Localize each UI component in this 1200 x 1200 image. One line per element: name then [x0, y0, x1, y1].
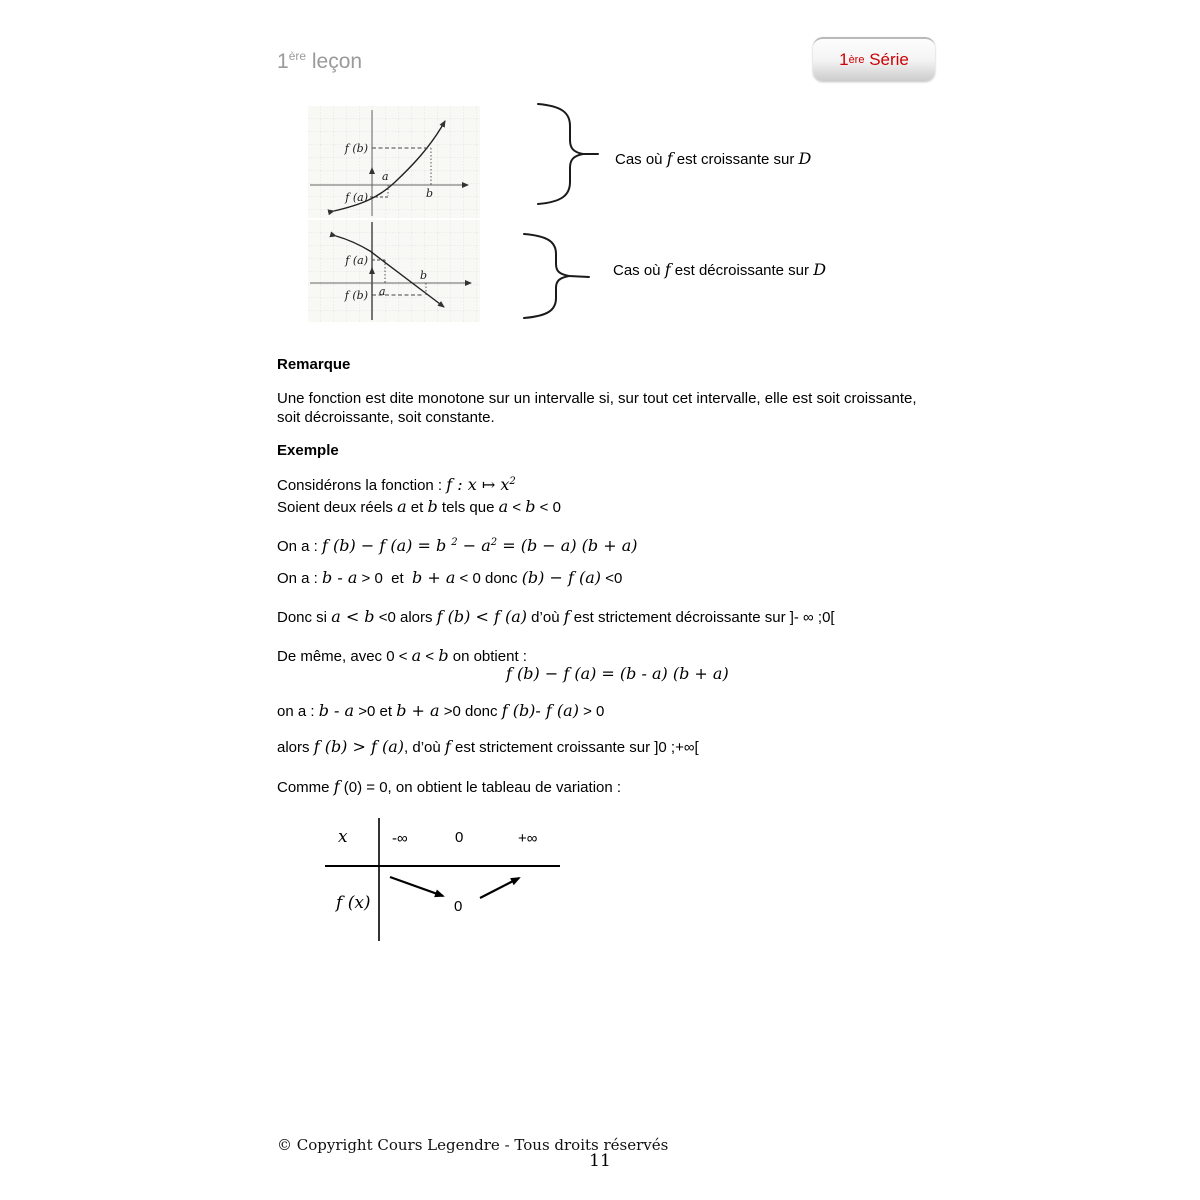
math-line: Considérons la fonction : f : x ↦ $x^2$: [277, 475, 516, 494]
math-line: Comme f (0) = 0, on obtient le tableau de variation :: [277, 777, 622, 796]
decreasing-arrow-icon: [390, 877, 443, 896]
footer-copyright: © Copyright Cours Legendre - Tous droits réservés: [277, 1136, 669, 1154]
b-label: b: [420, 269, 428, 282]
math-line-centered-equation: f (b) − f (a) = (b - a) (b + a): [506, 664, 729, 683]
series-badge: 1 ère Série: [813, 37, 935, 81]
curly-brace-icon: [528, 96, 613, 218]
fa-label: f (a): [345, 191, 368, 204]
exemple-heading: Exemple: [277, 442, 339, 459]
lesson-word: leçon: [306, 50, 363, 73]
math-line: Donc si a < b <0 alors f (b) < f (a) d’où f est strictement décroissante sur ]- ∞ ;0[: [277, 607, 835, 626]
caption-decreasing: Cas où f est décroissante sur D: [613, 260, 827, 279]
variation-table-lines: [315, 815, 585, 947]
math-line: On a : b - a > 0 et b + a < 0 donc (b) − f (a) <0: [277, 568, 623, 587]
fb-label: f (b): [344, 142, 368, 155]
math-line: Soient deux réels a et b tels que a < b < 0: [277, 497, 561, 516]
remarque-paragraph: Une fonction est dite monotone sur un intervalle si, sur tout cet intervalle, elle est soit croissante, soit décroissante, soit constante.: [277, 390, 917, 426]
table-tick-zero: 0: [455, 829, 464, 846]
badge-word: Série: [864, 50, 909, 69]
caption-increasing: Cas où f est croissante sur D: [615, 149, 812, 168]
increasing-arrow-icon: [480, 878, 519, 898]
table-fx-label: f (x): [336, 893, 371, 913]
curly-brace-icon: [512, 228, 607, 323]
b-label: b: [426, 187, 434, 200]
lesson-title: [277, 50, 362, 74]
graph-grid-background: [308, 106, 480, 218]
badge-number: 1: [839, 50, 849, 69]
fb-label: f (b): [344, 289, 368, 302]
graph-grid-background: [308, 220, 480, 322]
decreasing-function-graph: [308, 220, 480, 322]
lesson-number: 1: [277, 50, 289, 73]
math-line: De même, avec 0 < a < b on obtient :: [277, 646, 527, 665]
lesson-ordinal-sup: ère: [288, 49, 307, 63]
remarque-heading: Remarque: [277, 356, 351, 373]
math-line: on a : b - a >0 et b + a >0 donc f (b)- f (a) > 0: [277, 701, 605, 720]
table-tick-pos-infinity: +∞: [518, 830, 538, 847]
a-label: a: [379, 285, 386, 298]
variation-table: [315, 815, 585, 947]
table-x-label: x: [338, 827, 348, 847]
increasing-function-graph: [308, 106, 480, 218]
fa-label: f (a): [345, 254, 368, 267]
math-line: On a : f (b) − f (a) = b $^2 - a^2 = (b - a) (b + a)$: [277, 536, 638, 555]
table-minimum-value: 0: [454, 898, 463, 915]
a-label: a: [382, 170, 389, 183]
table-tick-neg-infinity: -∞: [392, 830, 408, 847]
page-number: 11: [589, 1151, 611, 1171]
math-line: alors f (b) > f (a), d’où f est strictement croissante sur ]0 ;+∞[: [277, 737, 699, 756]
